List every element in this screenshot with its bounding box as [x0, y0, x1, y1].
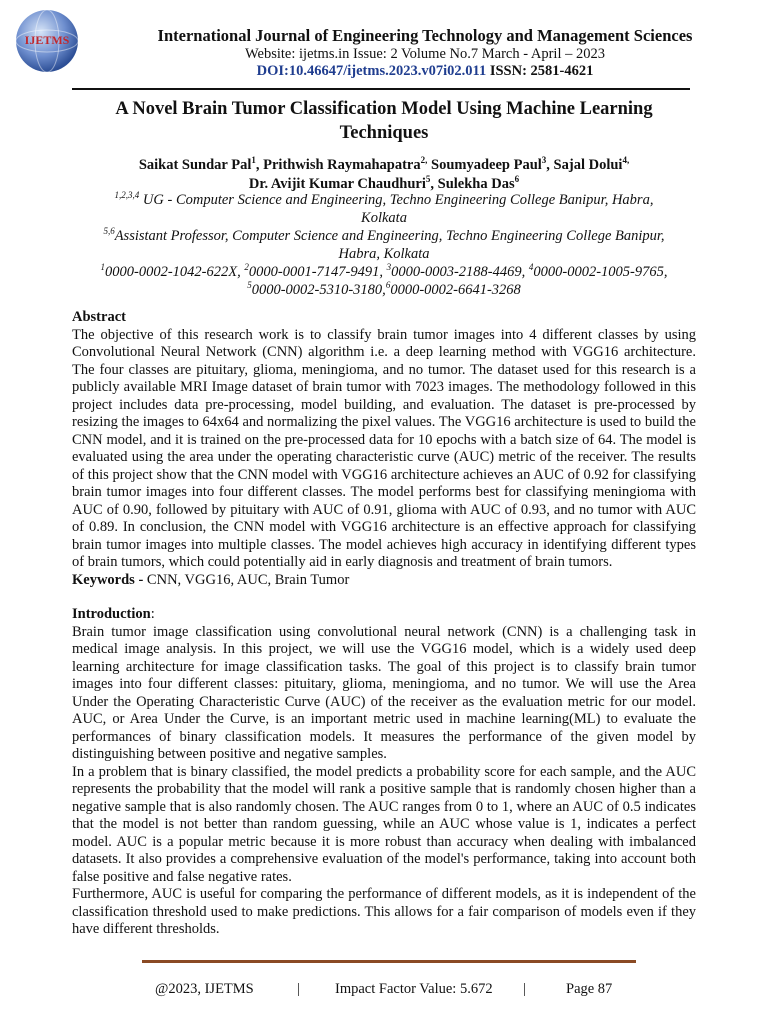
intro-paragraph-1: Brain tumor image classification using convolutional neural network (CNN) is a challenging task in medical image analysis. In this project, we will use the VGG16 model, which is a widely used deep learning architecture for image classification tasks. The goal of this project is to classify brain tumor images into four different classes: pituitary, glioma, meningioma, and no tumor. We will use the Area Under the Operating Characteristic Curve (AUC) of the receiver as the evaluation metric for our model. AUC, or Area Under the Curve, is an important metric used in machine learning(ML) to evaluate the performances of binary classification models. It measures the performance of the given model by distinguishing between positive and negative samples. [72, 623, 696, 762]
title-line-2: Techniques [339, 123, 429, 143]
keywords: Keywords - CNN, VGG16, AUC, Brain Tumor [72, 571, 350, 588]
logo-text: IJETMS [24, 33, 70, 47]
paper-body [72, 309, 696, 939]
footer-page-number: Page 87 [566, 981, 613, 997]
orcid-line-2: $^5$0000-0002-5310-3180,$^6$0000-0002-6641-3268 [247, 280, 521, 298]
doi-link[interactable]: DOI:10.46647/ijetms.2023.v07i02.011 [256, 63, 487, 79]
abstract-heading: Abstract [72, 309, 126, 325]
footer-separator: | [523, 981, 526, 997]
footer-impact-factor: Impact Factor Value: 5.672 [335, 981, 493, 997]
orcid-line-1: $^1$0000-0002-1042-622X, $^2$0000-0001-7147-9491, $^3$0000-0003-2188-4469, $^4$0000-0002-1005-9765, [100, 262, 668, 280]
paper-title [72, 97, 696, 145]
journal-logo [14, 8, 80, 74]
affiliations: $^{1,2,3,4}$ UG - Computer Science and Engineering, Techno Engineering College Banipur, Habra, Kolkata $^{5,6}$Assistant Professor, Computer Science and Engineering, Techno Engineering College Banipur, Habra, Kolkata $^1$0000-0002-1042-622X, $^2$0000-0001-7147-9491, $^3$0000-0003-2188-4469, $^4$0000-0002-1005-9765, $^5$0000-0002-5310-3180,$^6$0000-0002-6641-3268 [72, 191, 696, 299]
author-list [72, 156, 696, 194]
affiliation-2: $^{5,6}$Assistant Professor, Computer Science and Engineering, Techno Engineering College Banipur, [103, 226, 665, 244]
abstract-text: The objective of this research work is to classify brain tumor images into 4 different classes by using Convolutional Neural Network (CNN) algorithm i.e. a deep learning method with VGG16 architecture. The four classes are pituitary, glioma, meningioma, and no tumor. The dataset used for this research is a publicly available MRI Image dataset of brain tumor with 7023 images. The methodology followed in this project includes data pre-processing, model building, and evaluation. The dataset is pre-processed by resizing the images to 64x64 and normalizing the pixel values. The VGG16 architecture is used to build the CNN model, and it is trained on the pre-processed data for 10 epochs with a batch size of 64. The model is evaluated using the area under the operating characteristic curve (AUC) metric of the receiver. The results of this project show that the CNN model with VGG16 architecture achieves an AUC of 0.92 for classifying brain tumor images into four different classes. The model performs best for classifying meningioma with AUC of 0.90, followed by pituitary with AUC of 0.91, glioma with AUC of 0.93, and no tumor with AUC of 0.89. In conclusion, the CNN model with VGG16 architecture is an effective approach for classifying brain tumor images into multiple classes. The model achieves high accuracy in identifying different types of brain tumors, which could potentially aid in early diagnosis and treatment of brain tumors. [72, 326, 696, 570]
intro-paragraph-3: Furthermore, AUC is useful for comparing the performance of different models, as it is independent of the classification threshold used to make predictions. This allows for a fair comparison of models even if they have different thresholds. [72, 886, 696, 937]
title-line-1: A Novel Brain Tumor Classification Model Using Machine Learning [115, 99, 653, 119]
journal-name: International Journal of Engineering Technology and Management Sciences [157, 26, 693, 45]
introduction-heading: Introduction: [72, 606, 155, 622]
footer-separator: | [297, 981, 300, 997]
authors-line-1: Saikat Sundar Pal$^1$, Prithwish Raymahapatra$^{2,}$ Soumyadeep Paul$^3$, Sajal Dolui$^{4,}$ [138, 155, 630, 173]
footer-copyright: @2023, IJETMS [155, 981, 254, 997]
doi-issn-line [82, 63, 768, 80]
footer-rule [142, 960, 636, 963]
header-rule [72, 88, 690, 90]
affiliation-1: $^{1,2,3,4}$ UG - Computer Science and Engineering, Techno Engineering College Banipur, Habra, [114, 190, 654, 208]
intro-paragraph-2: In a problem that is binary classified, the model predicts a probability score for each sample, and the AUC represents the probability that the model will rank a positive sample that is randomly chosen higher than a negative sample that is also randomly chosen. The AUC ranges from 0 to 1, where an AUC of 0.5 indicates that the model is not better than random guessing, while an AUC whose value is 1, indicates a perfect model. AUC is a popular metric because it is more robust than accuracy when dealing with imbalanced datasets. It also provides a comprehensive evaluation of the model's performance, taking into account both false positive and false negative rates. [72, 763, 696, 885]
issn: ISSN: 2581-4621 [486, 63, 594, 79]
website-issue-line: Website: ijetms.in Issue: 2 Volume No.7 March - April – 2023 [245, 46, 605, 62]
authors-line-2: Dr. Avijit Kumar Chaudhuri$^5$, Sulekha Das$^6$ [248, 174, 520, 192]
